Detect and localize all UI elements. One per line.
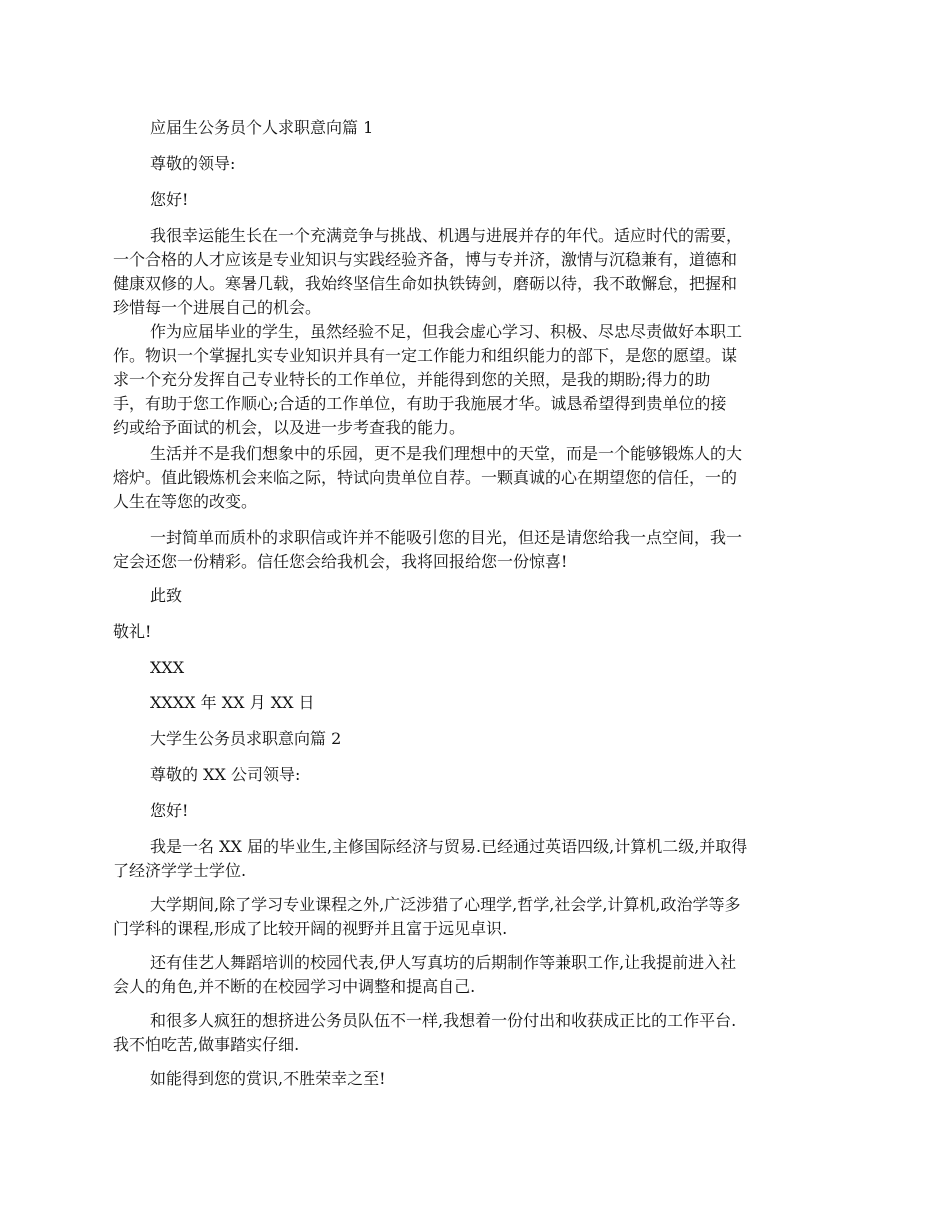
section1-closing: 此致 [150,586,183,605]
text-line: 手，有助于您工作顺心;合适的工作单位，有助于我施展才华。诚恳希望得到贵单位的接 [113,394,727,413]
text-line: 了经济学学士学位. [113,861,247,880]
text-line: 和很多人疯狂的想挤进公务员队伍不一样,我想着一份付出和收获成正比的工作平台. [150,1011,737,1030]
section1-paragraph-3 [113,442,840,514]
section1-greeting: 您好! [150,190,189,209]
text-line: 作为应届毕业的学生，虽然经验不足，但我会虚心学习、积极、尽忠尽责做好本职工 [150,322,743,341]
section1-paragraph-1 [113,224,840,320]
text-line: 约或给予面试的机会，以及进一步考查我的能力。 [113,418,466,437]
section1-salutation: 尊敬的领导: [150,154,236,173]
section1-title: 应届生公务员个人求职意向篇 1 [150,118,374,137]
section1-date: XXXX 年 XX 月 XX 日 [150,693,315,712]
text-line: 还有佳艺人舞蹈培训的校园代表,伊人写真坊的后期制作等兼职工作,让我提前进入社 [150,953,737,972]
section1-signature: XXX [150,658,185,677]
section2-paragraph-3 [113,951,840,999]
text-line: 一封简单而质朴的求职信或许并不能吸引您的目光，但还是请您给我一点空间，我一 [150,528,743,547]
section2-paragraph-4 [113,1009,840,1057]
text-line: 人生在等您的改变。 [113,492,258,511]
section2-greeting: 您好! [150,801,189,820]
section1-regards: 敬礼! [113,622,152,641]
section2-paragraph-2 [113,893,840,941]
section2-paragraph-1 [113,835,840,883]
section1-paragraph-2 [113,320,840,440]
text-line: 我是一名 XX 届的毕业生,主修国际经济与贸易.已经通过英语四级,计算机二级,并取得 [150,837,748,856]
text-line: 生活并不是我们想象中的乐园，更不是我们理想中的天堂，而是一个能够锻炼人的大 [150,444,743,463]
section1-paragraph-4 [113,526,840,574]
text-line: 珍惜每一个进展自己的机会。 [113,298,322,317]
text-line: 门学科的课程,形成了比较开阔的视野并且富于远见卓识. [113,919,508,938]
text-line: 一个合格的人才应该是专业知识与实践经验齐备，博与专并济，激情与沉稳兼有，道德和 [113,250,738,269]
text-line: 求一个充分发挥自己专业特长的工作单位，并能得到您的关照，是我的期盼;得力的助 [113,370,711,389]
text-line: 我很幸运能生长在一个充满竞争与挑战、机遇与进展并存的年代。适应时代的需要， [150,226,743,245]
section2-salutation: 尊敬的 XX 公司领导: [150,765,301,784]
text-line: 作。物识一个掌握扎实专业知识并具有一定工作能力和组织能力的部下，是您的愿望。谋 [113,346,738,365]
text-line: 定会还您一份精彩。信任您会给我机会，我将回报给您一份惊喜! [113,552,568,571]
section2-closing: 如能得到您的赏识,不胜荣幸之至! [150,1069,386,1088]
text-line: 会人的角色,并不断的在校园学习中调整和提高自己. [113,977,476,996]
text-line: 大学期间,除了学习专业课程之外,广泛涉猎了心理学,哲学,社会学,计算机,政治学等多 [150,895,741,914]
section2-title: 大学生公务员求职意向篇 2 [150,729,342,748]
text-line: 我不怕吃苦,做事踏实仔细. [113,1035,300,1054]
text-line: 熔炉。值此锻炼机会来临之际，特试向贵单位自荐。一颗真诚的心在期望您的信任，一的 [113,468,738,487]
text-line: 健康双修的人。寒暑几载，我始终坚信生命如执铁铸剑，磨砺以待，我不敢懈怠，把握和 [113,274,738,293]
